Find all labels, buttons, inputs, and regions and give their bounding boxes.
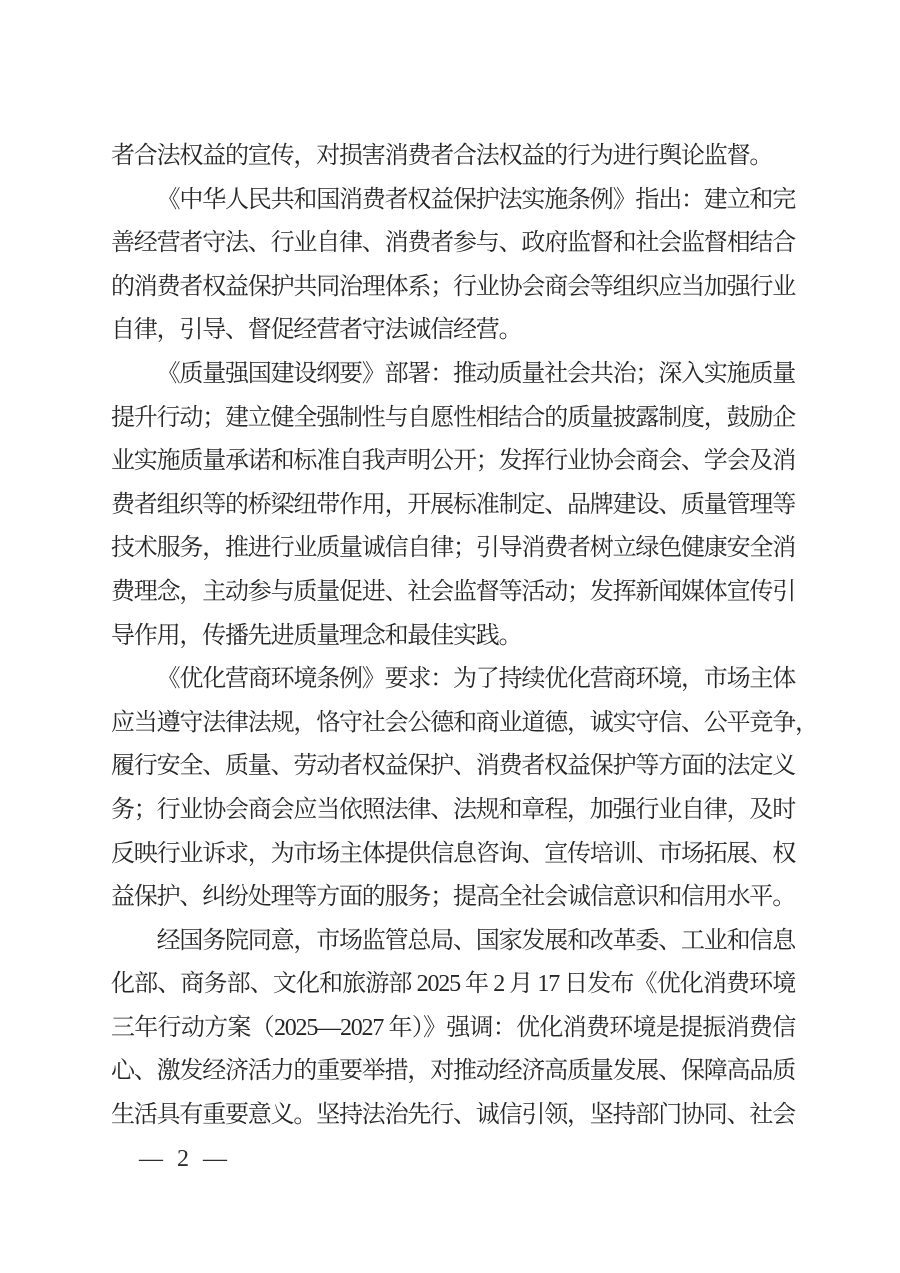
page-number: — 2 — (139, 1146, 228, 1172)
text-line: 费理念，主动参与质量促进、社会监督等活动；发挥新闻媒体宣传引 (111, 578, 795, 605)
text-line: 《质量强国建设纲要》部署：推动质量社会共治；深入实施质量 (156, 360, 795, 387)
text-line: 者合法权益的宣传，对损害消费者合法权益的行为进行舆论监督。 (111, 143, 773, 169)
text-line: 费者组织等的桥梁纽带作用，开展标准制定、品牌建设、质量管理等 (111, 491, 795, 518)
text-line: 提升行动；建立健全强制性与自愿性相结合的质量披露制度，鼓励企 (111, 404, 795, 431)
text-line: 心、激发经济活力的重要举措，对推动经济高质量发展、保障高品质 (111, 1058, 795, 1085)
text-line: 《优化营商环境条例》要求：为了持续优化营商环境，市场主体 (156, 666, 795, 693)
document-body (111, 135, 818, 1138)
text-line: 益保护、纠纷处理等方面的服务；提高全社会诚信意识和信用水平。 (111, 884, 795, 911)
text-line: 三年行动方案（2025—2027 年）》强调：优化消费环境是提振消费信 (111, 1014, 795, 1041)
text-line: 善经营者守法、行业自律、消费者参与、政府监督和社会监督相结合 (111, 230, 795, 257)
text-line: 技术服务，推进行业质量诚信自律；引导消费者树立绿色健康安全消 (111, 535, 795, 562)
text-line: 导作用，传播先进质量理念和最佳实践。 (111, 622, 522, 649)
text-line: 反映行业诉求，为市场主体提供信息咨询、宣传培训、市场拓展、权 (111, 840, 795, 867)
text-line: 务；行业协会商会应当依照法律、法规和章程，加强行业自律，及时 (111, 796, 795, 823)
text-line: 的消费者权益保护共同治理体系；行业协会商会等组织应当加强行业 (111, 273, 795, 300)
text-line: 业实施质量承诺和标准自我声明公开；发挥行业协会商会、学会及消 (111, 448, 795, 475)
text-line: 化部、商务部、文化和旅游部 2025 年 2 月 17 日发布《优化消费环境 (111, 971, 795, 998)
text-line: 经国务院同意，市场监管总局、国家发展和改革委、工业和信息 (156, 927, 795, 954)
text-line: 应当遵守法律法规，恪守社会公德和商业道德，诚实守信、公平竞争， (111, 709, 818, 736)
text-line: 自律，引导、督促经营者守法诚信经营。 (111, 317, 522, 344)
text-line: 生活具有重要意义。坚持法治先行、诚信引领，坚持部门协同、社会 (111, 1102, 795, 1129)
text-line: 《中华人民共和国消费者权益保护法实施条例》指出：建立和完 (156, 186, 795, 213)
text-line: 履行安全、质量、劳动者权益保护、消费者权益保护等方面的法定义 (111, 753, 795, 780)
